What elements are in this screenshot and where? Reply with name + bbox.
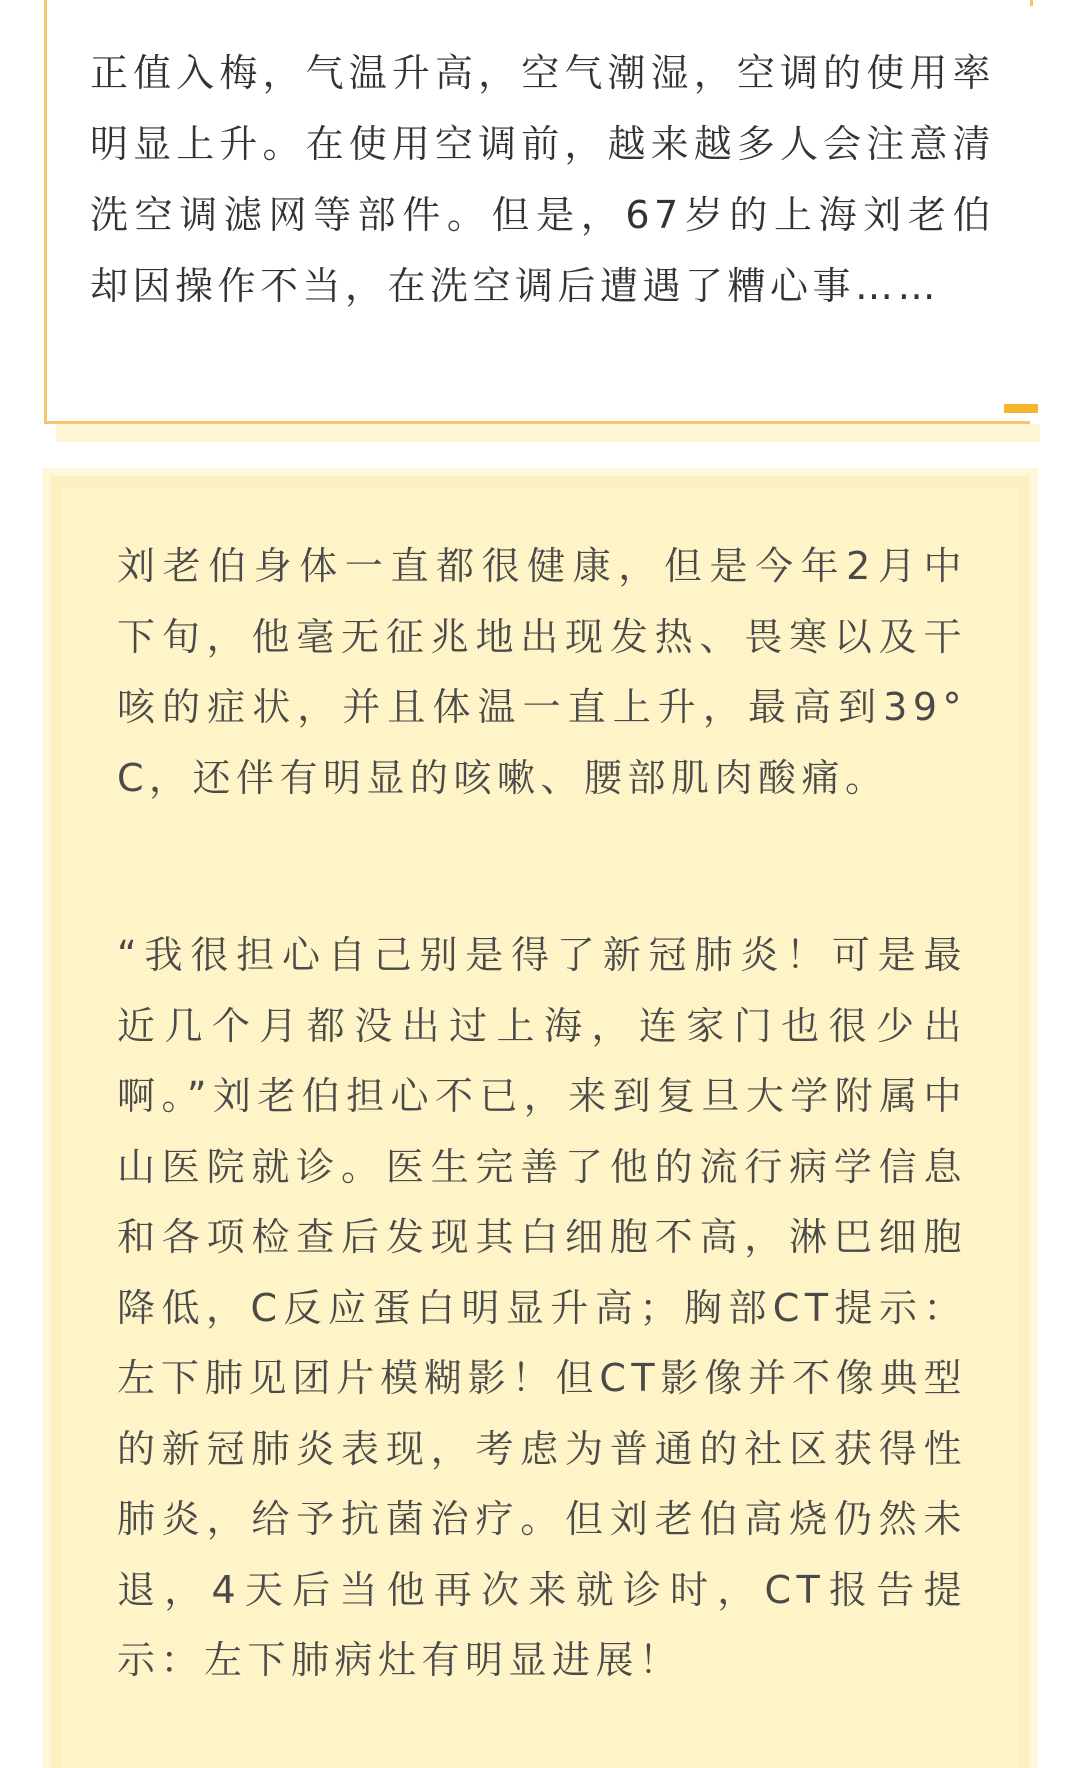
intro-accent-bar xyxy=(1004,404,1038,413)
article-paragraph-2: “我很担心自己别是得了新冠肺炎！可是最近几个月都没出过上海，连家门也很少出啊。”刘老伯担心不已，来到复旦大学附属中山医院就诊。医生完善了他的流行病学信息和各项检查后发现其白细胞不高，淋巴细胞降低，C反应蛋白明显升高；胸部CT提示：左下肺见团片模糊影！但CT影像并不像典型的新冠肺炎表现，考虑为普通的社区获得性肺炎，给予抗菌治疗。但刘老伯高烧仍然未退，4天后当他再次来就诊时，CT报告提示：左下肺病灶有明显进展！ xyxy=(117,933,967,1682)
intro-box-shadow xyxy=(56,424,1040,442)
intro-paragraph: 正值入梅，气温升高，空气潮湿，空调的使用率明显上升。在使用空调前，越来越多人会注意清洗空调滤网等部件。但是，67岁的上海刘老伯却因操作不当，在洗空调后遭遇了糟心事…… xyxy=(90,51,995,308)
article-paragraph-1: 刘老伯身体一直都很健康，但是今年2月中下旬，他毫无征兆地出现发热、畏寒以及干咳的症状，并且体温一直上升，最高到39°C，还伴有明显的咳嗽、腰部肌肉酸痛。 xyxy=(117,544,967,800)
